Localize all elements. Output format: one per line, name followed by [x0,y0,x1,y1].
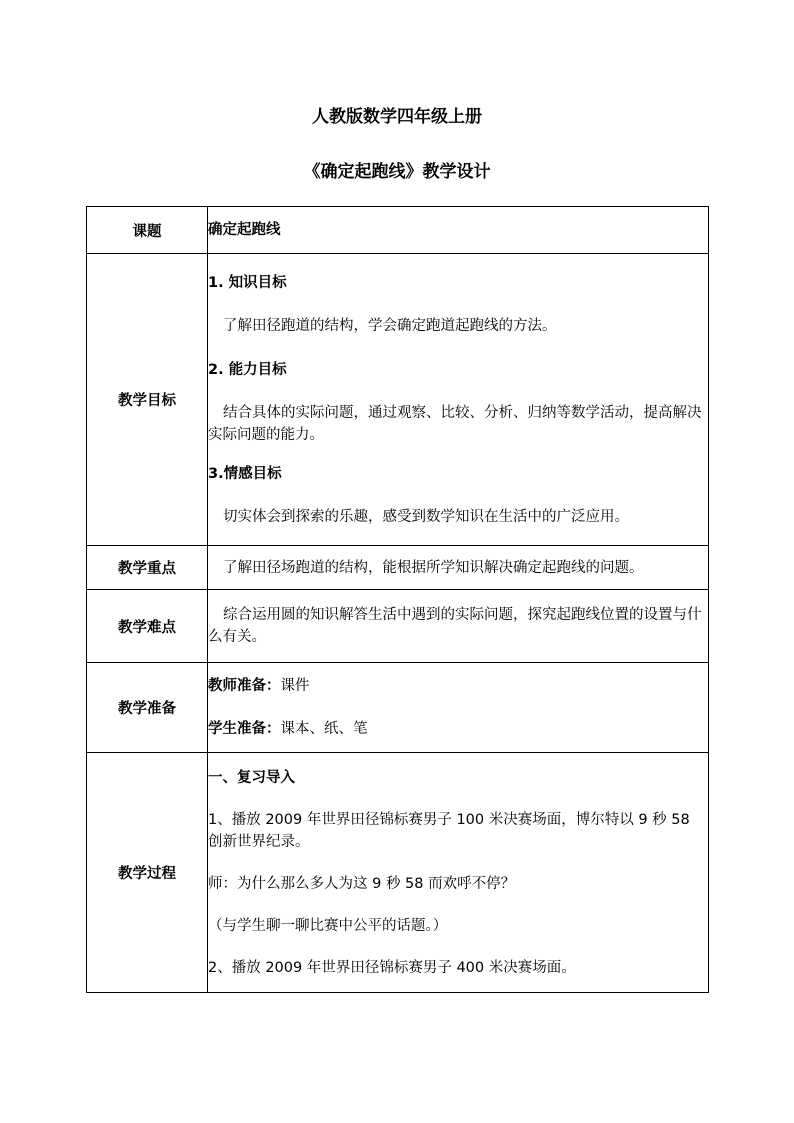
teacher-prep-text: 课件 [280,678,310,694]
process-teacher-question: 师：为什么那么多人为这 9 秒 58 而欢呼不停？ [208,875,516,892]
goal-ability-text: 结合具体的实际问题，通过观察、比较、分析、归纳等数学活动，提高解决实际问题的能力。 [208,404,702,443]
row-process [87,753,709,993]
document-subtitle: 《确定起跑线》教学设计 [303,162,491,182]
student-prep [208,718,708,740]
topic-label: 课题 [87,207,208,254]
row-goals [87,254,709,546]
row-topic [87,207,709,254]
key-text: 了解田径场跑道的结构，能根据所学知识解决确定起跑线的问题。 [223,559,644,576]
document-title: 人教版数学四年级上册 [312,107,482,127]
goal-ability-heading: 2. 能力目标 [208,361,287,378]
process-label: 教学过程 [87,753,208,993]
student-prep-text: 课本、纸、笔 [280,721,368,737]
process-step-1: 1、播放 2009 年世界田径锦标赛男子 100 米决赛场面，博尔特以 9 秒 58 创新世界纪录。 [208,811,690,850]
teacher-prep-label: 教师准备： [208,678,281,694]
process-cell [208,753,709,993]
difficulty-label: 教学难点 [87,590,208,663]
process-note: （与学生聊一聊比赛中公平的话题。） [208,917,448,934]
key-cell [208,546,709,590]
prep-cell [208,663,709,753]
goal-knowledge-text: 了解田径跑道的结构，学会确定跑道起跑线的方法。 [223,317,557,334]
goal-emotion-text: 切实体会到探索的乐趣，感受到数学知识在生活中的广泛应用。 [223,508,629,525]
teacher-prep [208,675,708,697]
goals-cell [208,254,709,546]
process-step-2: 2、播放 2009 年世界田径锦标赛男子 400 米决赛场面。 [208,959,576,976]
goals-label: 教学目标 [87,254,208,546]
topic-text: 确定起跑线 [208,222,281,238]
lesson-plan-table [86,206,709,993]
row-preparation [87,663,709,753]
student-prep-label: 学生准备： [208,721,281,737]
difficulty-text: 综合运用圆的知识解答生活中遇到的实际问题，探究起跑线位置的设置与什么有关。 [208,607,702,645]
row-key-points [87,546,709,590]
topic-cell [208,207,709,254]
difficulty-cell [208,590,709,663]
prep-label: 教学准备 [87,663,208,753]
goal-knowledge-heading: 1. 知识目标 [208,274,287,291]
key-label: 教学重点 [87,546,208,590]
goal-emotion-heading: 3.情感目标 [208,465,282,482]
process-section-heading: 一、复习导入 [208,769,295,786]
row-difficulty [87,590,709,663]
